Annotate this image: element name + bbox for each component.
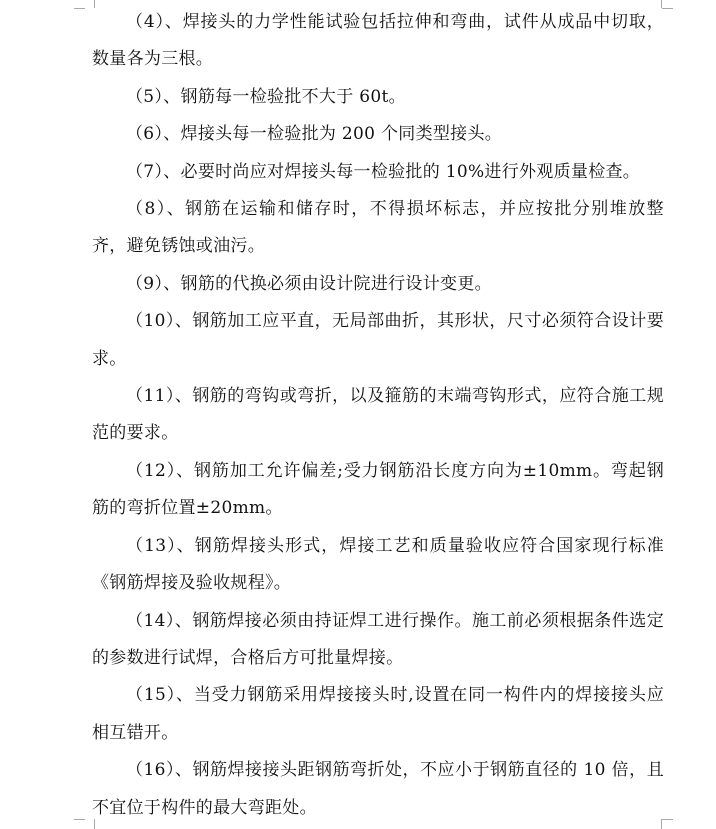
paragraph-item-10: （10）、钢筋加工应平直，无局部曲折，其形状，尺寸必须符合设计要求。 [92,311,664,369]
margin-marker-bottom-left [74,819,85,820]
paragraph-item-6: （6）、焊接头每一检验批为 200 个同类型接头。 [126,124,503,145]
paragraph-item-8: （8）、钢筋在运输和储存时，不得损坏标志，并应按批分别堆放整齐，避免锈蚀或油污。 [92,199,664,257]
paragraph-item-16: （16）、钢筋焊接接头距钢筋弯折处，不应小于钢筋直径的 10 倍，且不宜位于构件的最大弯距处。 [92,760,664,818]
paragraph-item-5: （5）、钢筋每一检验批不大于 60t。 [126,86,406,107]
paragraph-item-13: （13）、钢筋焊接头形式，焊接工艺和质量验收应符合国家现行标准《钢筋焊接及验收规程》。 [92,535,664,594]
paragraph-item-11: （11）、钢筋的弯钩或弯折，以及箍筋的末端弯钩形式，应符合施工规范的要求。 [92,386,664,444]
paragraph-item-15: （15）、当受力钢筋采用焊接接头时,设置在同一构件内的焊接接头应相互错开。 [92,685,664,743]
document-body[interactable] [92,4,664,827]
paragraph-item-4: （4）、焊接头的力学性能试验包括拉伸和弯曲，试件从成品中切取，数量各为三根。 [92,12,664,70]
paragraph-item-14: （14）、钢筋焊接必须由持证焊工进行操作。施工前必须根据条件选定的参数进行试焊，合格后方可批量焊接。 [92,610,664,668]
paragraph-item-12: （12）、钢筋加工允许偏差;受力钢筋沿长度方向为±10mm。弯起钢筋的弯折位置±20mm。 [92,460,664,519]
margin-marker-top-left [74,8,85,9]
paragraph-item-9: （9）、钢筋的代换必须由设计院进行设计变更。 [126,273,492,294]
paragraph-item-7: （7）、必要时尚应对焊接头每一检验批的 10%进行外观质量检查。 [126,161,641,182]
